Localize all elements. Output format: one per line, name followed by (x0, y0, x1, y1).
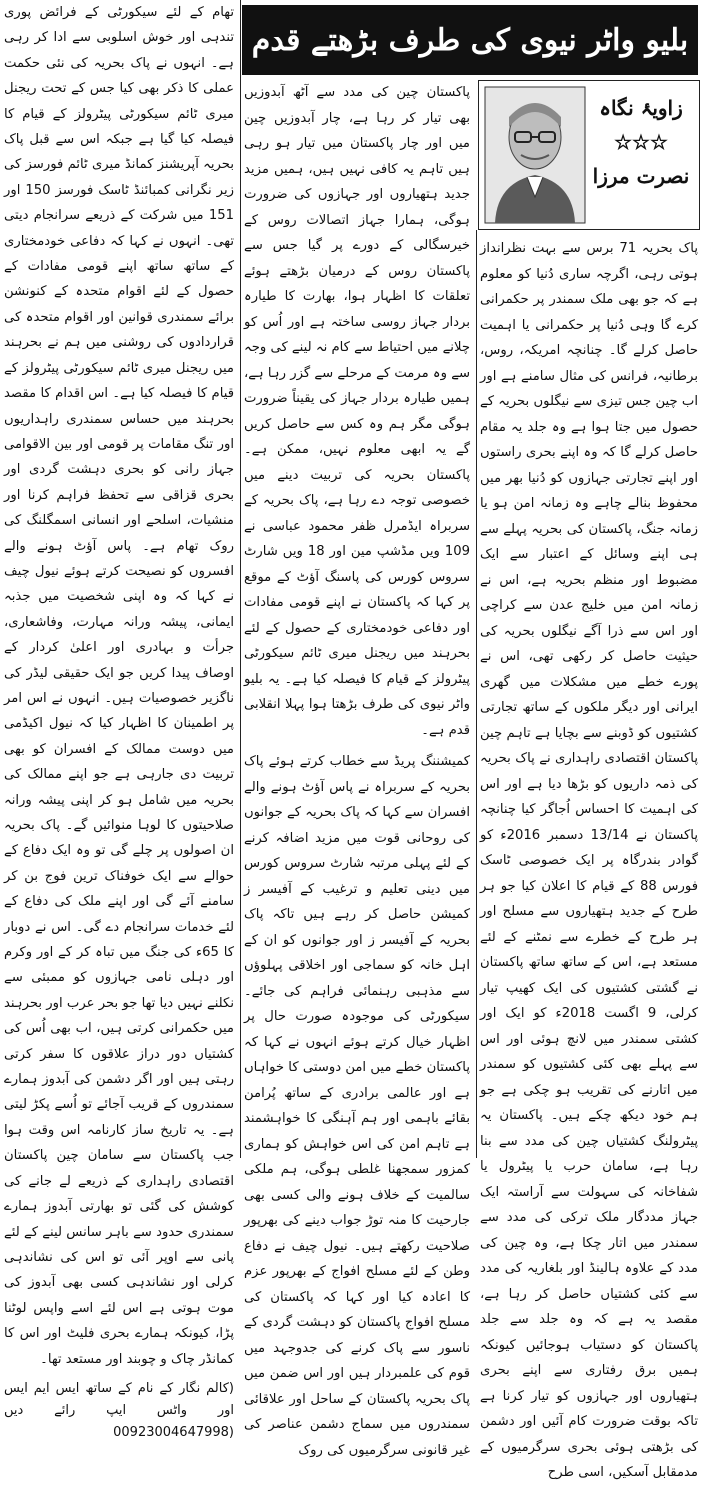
middle-paragraph-2: کمیشننگ پریڈ سے خطاب کرتے ہوئے پاک بحریہ کے سربراہ نے پاس آؤٹ ہونے والے افسران سے کہا کہ پاک بحریہ کے جوانوں کی روحانی قوت میں مزید اضافہ کرنے کے لئے پہلی مرتبہ شارٹ سروس کورس میں دینی تعلیم و ترغیب کے آفیسر ز کمیشن حاصل کر رہے ہیں تاکہ پاک بحریہ کے آفیسر ز اور جوانوں کو ان کے اہل خانہ کو سماجی اور اخلاقی پہلوؤں سے مذہبی رہنمائی فراہم کی جائے۔ سیکورٹی کی موجودہ صورت حال پر اظہار خیال کرتے ہوئے انہوں نے کہا کہ پاکستان خطے میں امن دوستی کا خواہاں ہے اور عالمی برادری کے ساتھ پُرامن بقائے باہمی اور ہم آہنگی کا خواہشمند ہے تاہم امن کی اس خواہش کو ہماری کمزور سمجھنا غلطی ہوگی، ہم ملکی سالمیت کے خلاف ہونے والی کسی بھی جارحیت کا منہ توڑ جواب دینے کی بھرپور صلاحیت رکھتے ہیں۔ نیول چیف نے دفاع وطن کے لئے مسلح افواج کے بھرپور عزم کا اعادہ کیا اور کہا کہ پاکستان کی مسلح افواج پاکستان کو دہشت گردی کے ناسور سے پاک کرنے کی جدوجہد میں قوم کی علمبردار ہیں اور اس ضمن میں پاک بحریہ پاکستان کے ساحل اور علاقائی سمندروں میں سماج دشمن عناصر کی غیر قانونی سرگرمیوں کی روک (244, 754, 470, 1458)
middle-paragraph-1: پاکستان چین کی مدد سے آٹھ آبدوزیں بھی تیار کر رہا ہے، چار آبدوزیں چین میں اور چار پاکستان میں تیار ہو رہی ہیں تاہم یہ کافی نہیں ہیں، ہمیں مزید جدید ہتھیاروں اور جہازوں کی ضرورت ہوگی، ہمارا جہاز اتصالات روس کے خیرسگالی کے دورے پر گیا جس سے پاکستان روس کے درمیان بڑھتے ہوئے تعلقات کا اظہار ہوا، بھارت کا طیارہ بردار جہاز روسی ساختہ ہے اور اُس کو چلانے میں احتیاط سے کام نہ لینے کی وجہ سے وہ مرمت کے مرحلے سے گزر رہا ہے، ہمیں طیارہ بردار جہاز کی یقیناً ضرورت ہوگی مگر ہم وہ کس سے حاصل کریں گے یہ ابھی معلوم نہیں، ممکن ہے۔ پاکستان بحریہ کی تربیت دینے میں خصوصی توجہ دے رہا ہے، پاک بحریہ کے سربراہ ایڈمرل ظفر محمود عباسی نے 109 ویں مڈشپ مین اور 18 ویں شارٹ سروس کورس کی پاسنگ آؤٹ کے موقع پر کہا کہ پاکستان نے اپنے قومی مفادات اور دفاعی خودمختاری کے حصول کے لئے بحرہند میں ریجنل میری ٹائم سیکورٹی پیٹرولز کے قیام کا فیصلہ کیا ہے۔ یہ بلیو واٹر نیوی کی طرف بڑھتا ہوا پہلا انقلابی قدم ہے۔ (244, 85, 470, 738)
stars: ☆☆☆ (614, 130, 668, 154)
right-paragraph: پاک بحریہ 71 برس سے بہت نظرانداز ہوتی رہی، اگرچہ ساری دُنیا کو معلوم ہے کہ جو بھی ملک سمندر پر حکمرانی کرے گا وہی دُنیا پر حکمرانی یا اہمیت حاصل کرلے گا۔ چنانچہ امریکہ، روس، برطانیہ، فرانس کی مثال سامنے ہے اور اب چین جس تیزی سے نیگلوں بحریہ کے حصول میں جتا ہوا ہے وہ جلد یہ مقام حاصل کرلے گا کہ وہ اپنے بحری راستوں اور اپنے تجارتی جہازوں کو دُنیا بھر میں محفوظ بنالے چاہے وہ زمانہ امن ہو یا زمانہ جنگ، پاکستان کی بحریہ پہلے سے ہی اپنے وسائل کے اعتبار سے ایک مضبوط اور منظم بحریہ ہے، اس نے زمانہ امن میں خلیج عدن سے کراچی اور اس سے ذرا آگے نیگلوں بحریہ کی حیثیت حاصل کر رکھی تھی، اس نے پورے خطے میں مشکلات میں گھری ایرانی اور دیگر ملکوں کے ساتھ تجارتی کشتیوں کو ڈوبنے سے بچایا ہے تاہم چین پاکستان اقتصادی راہداری نے پاک بحریہ کی ذمہ داریوں کو بڑھا دیا ہے اور اس کی اہمیت کا احساس اُجاگر کیا چنانچہ پاکستان نے 13/14 دسمبر 2016ء کو گوادر بندرگاہ پر ایک خصوصی ٹاسک فورس 88 کے قیام کا اعلان کیا جو ہر طرح کے جدید ہتھیاروں سے مسلح اور ہر طرح کے خطرے سے نمٹنے کے لئے مستعد ہے، اس کے ساتھ ساتھ پاکستان نے گشتی کشتیوں کی ایک کھیپ تیار کرلی، 9 اگست 2018ء کو ایک اور کشتی سمندر میں لانچ ہوئی اور اس سے پہلے بھی کئی کشتیوں کو سمندر میں اتارنے کی تقریب ہو چکی ہے جو ہم خود دیکھ چکے ہیں۔ پاکستان یہ پیٹرولنگ کشتیاں چین کی مدد سے بنا رہا ہے، سامان حرب یا پیٹرول یا شفاخانہ کی سہولت سے آراستہ ایک جہاز مددگار ملک ترکی کی مدد سے سمندر میں اتار چکا ہے، وہ چین کی مدد کے علاوہ ہالینڈ اور بلغاریہ کی مدد سے کئی کشتیاں حاصل کر رہا ہے، مقصد یہ ہے کہ وہ جلد سے جلد پاکستان کو دستیاب ہوجائیں کیونکہ ہمیں برق رفتاری سے اپنے بحری ہتھیاروں اور جہازوں کو تیار کرنا ہے تاکہ بوقت ضرورت کام آئیں اور دشمن کی بڑھتی ہوئی بحری سرگرمیوں کے مدمقابل آسکیں، اسی طرح (480, 241, 699, 1480)
column-left (0, 0, 240, 1440)
author-note (4, 1378, 234, 1444)
author-phone: 00923004647998) (113, 1424, 234, 1440)
column-right (476, 0, 704, 1480)
author-name: نصرت مرزا (592, 164, 690, 188)
column-name: زاویۂ نگاہ (599, 96, 683, 120)
headline-text: بلیو واٹر نیوی کی طرف بڑھتے قدم (251, 22, 689, 58)
column-middle (240, 0, 476, 1458)
left-paragraph: تھام کے لئے سیکورٹی کے فرائض پوری تندہی اور خوش اسلوبی سے ادا کر رہی ہے۔ انہوں نے پاک بحریہ کی نئی حکمت عملی کا ذکر بھی کیا جس کے تحت ریجنل میری ٹائم سیکورٹی پیٹرولز کے قیام کا فیصلہ کیا گیا ہے جبکہ اس سے قبل پاک بحریہ آپریشنز کمانڈ میری ٹائم فورسز کی زیر نگرانی کمبائنڈ ٹاسک فورسز 150 اور 151 میں شرکت کے ذریعے سرانجام دیتی تھی۔ انہوں نے کہا کہ دفاعی خودمختاری کے ساتھ ساتھ اپنے قومی مفادات کے حصول کے لئے اقوام متحدہ کے کنونشن برائے سمندری قوانین اور اقوام متحدہ کی قراردادوں کی روشنی میں ہم نے بحرہند میں ریجنل میری ٹائم سیکورٹی پیٹرولز کے قیام کا فیصلہ کیا ہے۔ اس اقدام کا مقصد بحرہند میں حساس سمندری راہداریوں اور تنگ مقامات پر قومی اور بین الاقوامی جہاز رانی کو بحری دہشت گردی اور بحری قزاقی سے تحفظ فراہم کرنا اور منشیات، اسلحے اور انسانی اسمگلنگ کی روک تھام ہے۔ پاس آؤٹ ہونے والے افسروں کو نصیحت کرتے ہوئے نیول چیف نے کہا کہ وہ اپنی شخصیت میں جذبہ ایمانی، پیشہ ورانہ مہارت، وفاشعاری، جرأت و بہادری اور اعلیٰ کردار کے اوصاف پیدا کریں جو ایک حقیقی لیڈر کی ناگزیر خصوصیات ہیں۔ انہوں نے اس امر پر اطمینان کا اظہار کیا کہ نیول اکیڈمی میں دوست ممالک کے افسران کو بھی تربیت دی جارہی ہے جو اپنے ممالک کی بحریہ میں شامل ہو کر اپنی پیشہ ورانہ صلاحیتوں کا لوہا منوائیں گے۔ پاک بحریہ ان اصولوں پر چلے گی تو وہ ایک دفاع کے حوالے سے ایک خوفناک ترین فوج بن کر سامنے آئے گی اور اپنے ملک کی دفاع کے لئے خدمات سرانجام دے گی۔ اس نے دوبار کا 65ء کی جنگ میں تباہ کر کے اور وکرم اور دہلی نامی جہازوں کو ممبئی سے نکلنے نہیں دیا تھا جو بحر عرب اور بحرہند میں حکمرانی کرتی ہیں، اب بھی اُس کی کشتیاں دور دراز علاقوں کا سفر کرتی رہتی ہیں اور اگر دشمن کی آبدوز ہمارے سمندروں کے قریب آجائے تو اُسے پکڑ لیتی ہے۔ یہ تاریخ ساز کارنامہ اس وقت ہوا جب پاکستان سے سامان چین پاکستان اقتصادی راہداری کے ذریعے لے جانے کی کوشش کی گئی تو بھارتی آبدوز ہمارے سمندری حدود سے باہر سانس لینے کے لئے پانی سے اوپر آئی تو اس کی نشاندہی کرلی اور نشاندہی کسی بھی آبدوز کی موت ہوتی ہے اس لئے اسے واپس لوٹنا پڑا، کیونکہ ہمارے بحری فلیٹ اور اس کا کمانڈر چاک و چوبند اور مستعد تھا۔ (4, 5, 235, 1367)
author-note-text: (کالم نگار کے نام کے ساتھ ایس ایم ایس اور واٹس ایپ رائے دیں (4, 1380, 234, 1418)
